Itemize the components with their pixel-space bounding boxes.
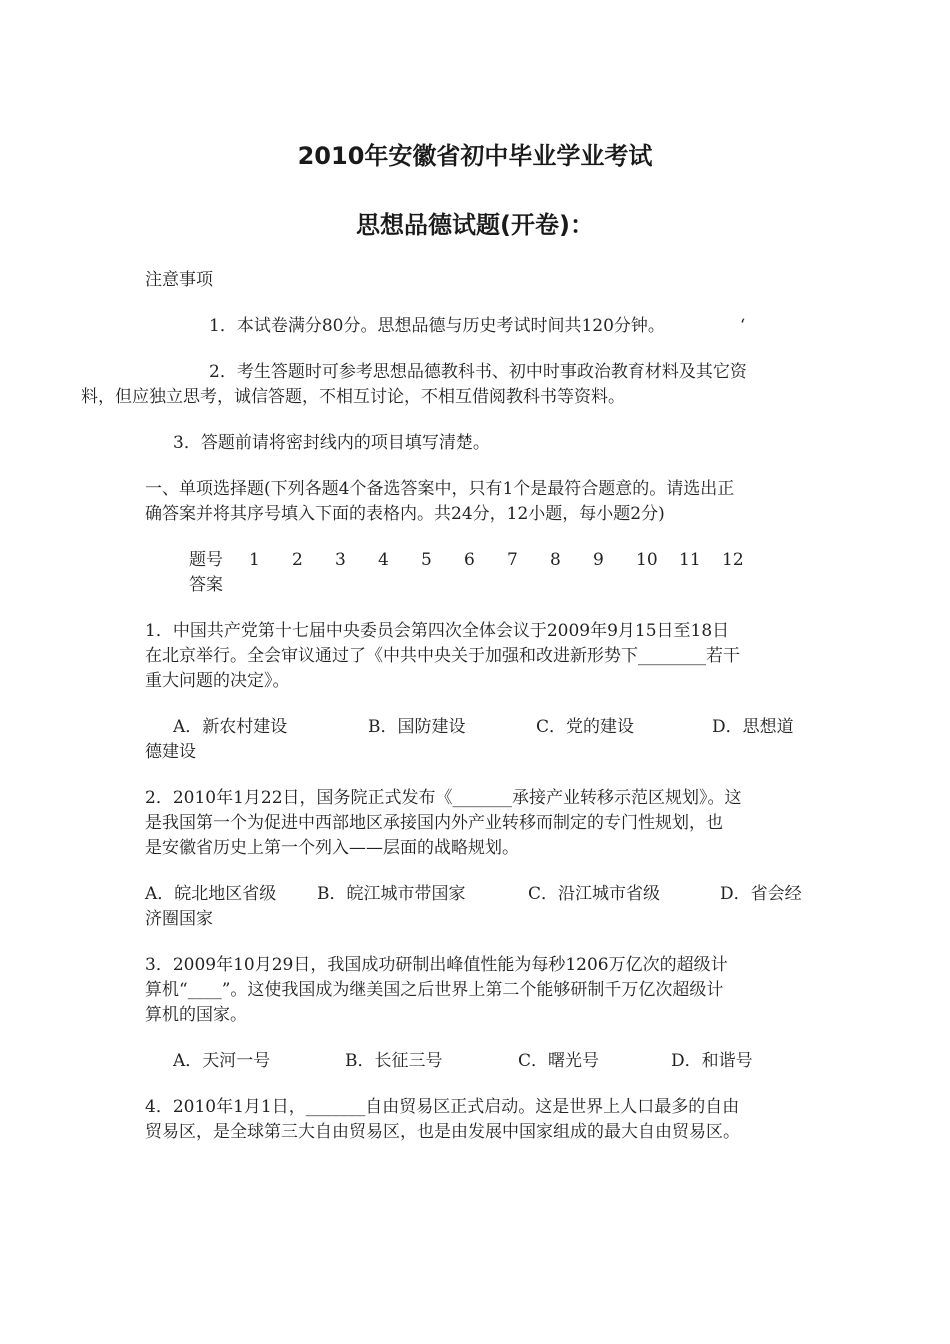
option-d-continued: 济圈国家 — [145, 909, 213, 929]
question-1-options — [145, 715, 810, 765]
page-title: 2010年安徽省初中毕业学业考试 — [297, 142, 653, 170]
question-number-label: 题号 — [189, 550, 223, 570]
question-number: 3 — [335, 550, 346, 570]
answer-table — [145, 548, 810, 598]
option-a: A．新农村建设 — [173, 717, 288, 737]
question-number: 1 — [249, 550, 260, 570]
option-c: C．沿江城市省级 — [528, 884, 661, 904]
question-3: 3．2009年10月29日，我国成功研制出峰值性能为每秒1206万亿次的超级计 算机“____”。这使我国成为继美国之后世界上第二个能够研制千万亿次超级计 算机的国家。 — [145, 955, 728, 1025]
option-c: C．曙光号 — [518, 1051, 600, 1071]
question-number: 6 — [464, 550, 475, 570]
question-number: 9 — [593, 550, 604, 570]
notice-3: 3．答题前请将密封线内的项目填写清楚。 — [173, 433, 490, 453]
option-c: C．党的建设 — [536, 717, 635, 737]
notice-2: 2．考生答题时可参考思想品德教科书、初中时事政治教育材料及其它资 料，但应独立思考，诚信答题，不相互讨论，不相互借阅教科书等资料。 — [81, 362, 747, 407]
section-1-instructions: 一、单项选择题(下列各题4个备选答案中，只有1个是最符合题意的。请选出正 确答案并将其序号填入下面的表格内。共24分，12小题，每小题2分) — [145, 479, 735, 524]
option-d-continued: 德建设 — [145, 742, 196, 762]
answer-label: 答案 — [189, 575, 223, 595]
question-number: 7 — [507, 550, 518, 570]
question-3-options — [145, 1049, 810, 1074]
option-b: B．国防建设 — [368, 717, 466, 737]
answer-table-answer-row — [189, 573, 810, 598]
option-d: D．思想道 — [712, 717, 794, 737]
option-a: A．皖北地区省级 — [145, 884, 277, 904]
notice-heading: 注意事项 — [145, 270, 213, 290]
stray-mark: ‘ — [739, 316, 746, 336]
question-number: 2 — [292, 550, 303, 570]
option-d: D．省会经 — [720, 884, 802, 904]
question-number: 10 — [636, 550, 658, 570]
option-d: D．和谐号 — [671, 1051, 753, 1071]
question-2-options — [145, 882, 810, 932]
option-b: B．长征三号 — [345, 1051, 443, 1071]
option-a: A．天河一号 — [173, 1051, 271, 1071]
question-number: 11 — [679, 550, 701, 570]
question-number: 5 — [421, 550, 432, 570]
question-number: 12 — [722, 550, 744, 570]
page-subtitle: 思想品德试题(开卷)： — [356, 211, 594, 239]
answer-table-header-row — [189, 548, 810, 573]
notice-1: 1．本试卷满分80分。思想品德与历史考试时间共120分钟。 ‘ — [145, 314, 810, 339]
document-body — [81, 268, 810, 1145]
question-2: 2．2010年1月22日，国务院正式发布《_______承接产业转移示范区规划》。这 是我国第一个为促进中西部地区承接国内外产业转移而制定的专门性规划，也 是安徽省历史上第一个列入——层面的战略规划。 — [145, 788, 742, 858]
option-b: B．皖江城市带国家 — [317, 884, 466, 904]
question-1: 1．中国共产党第十七届中央委员会第四次全体会议于2009年9月15日至18日 在北京举行。全会审议通过了《中共中央关于加强和改进新形势下________若干 重大问题的决定》。 — [145, 621, 740, 691]
question-number: 8 — [550, 550, 561, 570]
question-4: 4．2010年1月1日，_______自由贸易区正式启动。这是世界上人口最多的自由 贸易区，是全球第三大自由贸易区，也是由发展中国家组成的最大自由贸易区。 — [145, 1097, 740, 1142]
question-number: 4 — [378, 550, 389, 570]
